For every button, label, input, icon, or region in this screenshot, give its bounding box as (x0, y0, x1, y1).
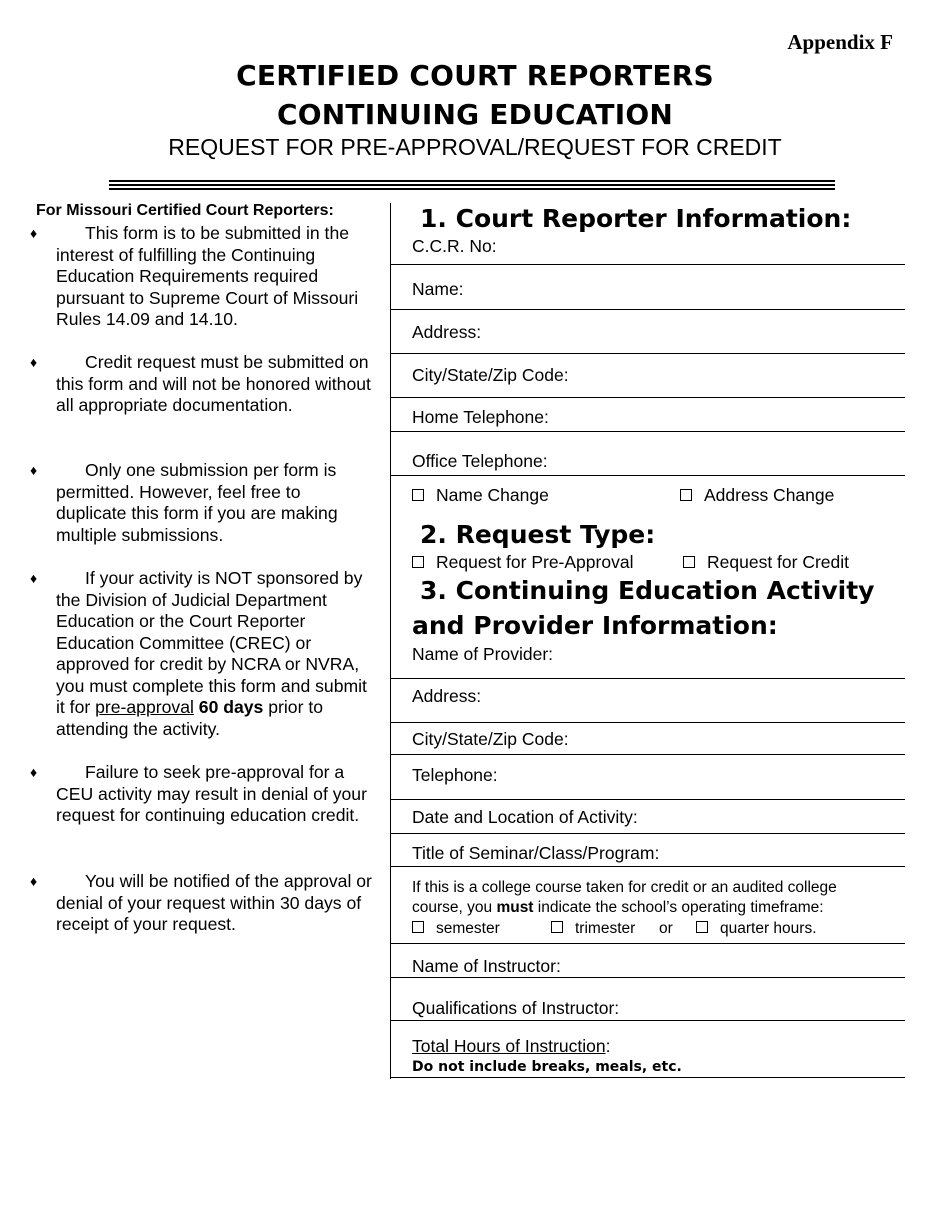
total-hours-colon: : (605, 1036, 611, 1056)
checkbox-icon[interactable] (683, 556, 695, 568)
header-divider-middle (109, 184, 835, 186)
field-line (390, 1020, 905, 1021)
field-line (390, 431, 905, 432)
program-title-field[interactable]: Title of Seminar/Class/Program: (412, 843, 660, 863)
date-location-field[interactable]: Date and Location of Activity: (412, 807, 638, 827)
credit-checkbox[interactable] (683, 552, 849, 573)
header-divider-top (109, 180, 835, 182)
section3-title: 3. Continuing Education Activity (420, 576, 875, 605)
credit-label: Request for Credit (707, 552, 850, 572)
checkbox-icon[interactable] (412, 556, 424, 568)
field-line (390, 799, 905, 800)
provider-address-field[interactable]: Address: (412, 686, 482, 706)
field-line (390, 977, 905, 978)
pre-approval-label: Request for Pre-Approval (436, 552, 634, 572)
name-change-label: Name Change (436, 485, 549, 505)
checkbox-icon[interactable] (551, 921, 563, 933)
diamond-bullet-icon: ♦ (30, 764, 38, 780)
quarter-hours-checkbox[interactable] (696, 920, 817, 938)
field-line (390, 353, 905, 354)
sidebar-bullet (30, 352, 375, 417)
field-line (390, 833, 905, 834)
bullet-text: This form is to be submitted in the interest of fulfilling the Continuing Education Requirements required pursuant to Supreme Court of Missouri Rules 14.09 and 14.10. (56, 223, 359, 329)
bullet-text-end: prior to attending the activity. (56, 697, 323, 739)
must-text: must (496, 899, 534, 916)
diamond-bullet-icon: ♦ (30, 462, 38, 478)
checkbox-icon[interactable] (412, 489, 424, 501)
office-telephone-field[interactable]: Office Telephone: (412, 451, 548, 471)
breaks-note: Do not include breaks, meals, etc. (412, 1059, 682, 1075)
semester-label: semester (436, 920, 500, 937)
bullet-text: Failure to seek pre-approval for a CEU activity may result in denial of your request for continuing education credit. (56, 762, 367, 825)
total-hours-field[interactable] (412, 1036, 610, 1057)
field-line (390, 678, 905, 679)
college-note-line2 (412, 899, 824, 917)
diamond-bullet-icon: ♦ (30, 354, 38, 370)
page-title-line2: CONTINUING EDUCATION (277, 98, 673, 131)
provider-telephone-field[interactable]: Telephone: (412, 765, 498, 785)
page-subtitle: REQUEST FOR PRE-APPROVAL/REQUEST FOR CREDIT (168, 134, 782, 160)
diamond-bullet-icon: ♦ (30, 570, 38, 586)
college-note-text: course, you (412, 899, 497, 916)
field-line (390, 722, 905, 723)
instructor-qualifications-field[interactable]: Qualifications of Instructor: (412, 998, 620, 1018)
section1-title: 1. Court Reporter Information: (420, 204, 852, 233)
checkbox-icon[interactable] (680, 489, 692, 501)
address-change-label: Address Change (704, 485, 835, 505)
checkbox-icon[interactable] (412, 921, 424, 933)
provider-city-field[interactable]: City/State/Zip Code: (412, 729, 569, 749)
trimester-label: trimester (575, 920, 636, 937)
sidebar-bullet (30, 568, 375, 740)
diamond-bullet-icon: ♦ (30, 873, 38, 889)
home-telephone-field[interactable]: Home Telephone: (412, 407, 549, 427)
address-field[interactable]: Address: (412, 322, 482, 342)
instructor-name-field[interactable]: Name of Instructor: (412, 956, 561, 976)
pre-approval-checkbox[interactable] (412, 552, 633, 573)
bullet-text: Only one submission per form is permitted. However, feel free to duplicate this form if you are making multiple submissions. (56, 460, 338, 545)
section2-title: 2. Request Type: (420, 520, 656, 549)
column-divider (390, 203, 391, 1079)
field-line (390, 309, 905, 310)
college-note-line1: If this is a college course taken for credit or an audited college (412, 879, 837, 896)
header-divider-bottom (109, 188, 835, 190)
appendix-label: Appendix F (787, 30, 893, 54)
field-line (390, 1077, 905, 1078)
bullet-text: Credit request must be submitted on this form and will not be honored without all appropriate documentation. (56, 352, 371, 415)
quarter-hours-label: quarter hours. (720, 920, 817, 937)
semester-checkbox[interactable] (412, 920, 500, 938)
pre-approval-text: pre-approval (95, 697, 194, 717)
section3-title-cont: and Provider Information: (412, 611, 778, 640)
page-title-line1: CERTIFIED COURT REPORTERS (236, 59, 714, 92)
city-state-zip-field[interactable]: City/State/Zip Code: (412, 365, 569, 385)
trimester-checkbox[interactable] (551, 920, 635, 938)
college-note-text-end: indicate the school’s operating timeframe: (533, 899, 824, 916)
or-text: or (659, 920, 673, 937)
sixty-days-text: 60 days (198, 697, 264, 717)
field-line (390, 475, 905, 476)
name-field[interactable]: Name: (412, 279, 464, 299)
sidebar-bullet (30, 762, 375, 827)
field-line (390, 397, 905, 398)
provider-name-field[interactable]: Name of Provider: (412, 644, 554, 664)
name-change-checkbox[interactable] (412, 485, 549, 506)
ccr-number-field[interactable]: C.C.R. No: (412, 236, 497, 256)
address-change-checkbox[interactable] (680, 485, 834, 506)
sidebar-bullet (30, 871, 375, 936)
sidebar-heading: For Missouri Certified Court Reporters: (36, 202, 334, 219)
diamond-bullet-icon: ♦ (30, 225, 38, 241)
field-line (390, 866, 905, 867)
total-hours-label: Total Hours of Instruction (412, 1036, 606, 1056)
bullet-text: If your activity is NOT sponsored by the Division of Judicial Department Education or the Court Reporter Education Committee (CREC) or approved for credit by NCRA or NVRA, you must complete this form and submit it for (56, 568, 367, 717)
field-line (390, 943, 905, 944)
sidebar-bullet (30, 223, 375, 331)
bullet-text: You will be notified of the approval or denial of your request within 30 days of receipt of your request. (56, 871, 372, 934)
sidebar-bullet (30, 460, 375, 546)
field-line (390, 754, 905, 755)
checkbox-icon[interactable] (696, 921, 708, 933)
field-line (390, 264, 905, 265)
